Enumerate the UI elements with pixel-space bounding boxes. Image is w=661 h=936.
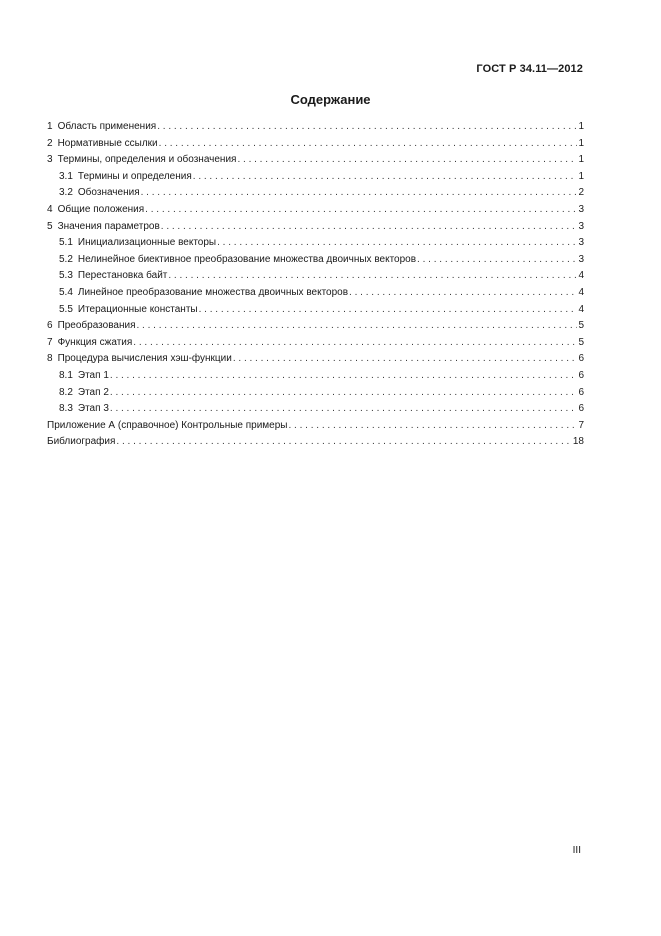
toc-leader-dots (289, 418, 578, 435)
toc-entry-label: Этап 1 (77, 369, 109, 381)
toc-entry-label: Обозначения (77, 187, 140, 199)
toc-entry[interactable] (47, 285, 584, 302)
toc-entry-page: 18 (572, 436, 584, 448)
toc-leader-dots (168, 268, 577, 285)
toc-leader-dots (193, 169, 578, 186)
toc-entry[interactable] (47, 351, 584, 368)
toc-entry-label: Функция сжатия (57, 336, 133, 348)
toc-entry-number: 5 (47, 220, 53, 232)
toc-entry-number: 6 (47, 320, 53, 332)
toc-entry-number: 3.1 (59, 170, 73, 182)
toc-entry[interactable] (47, 119, 584, 136)
toc-entry-label: Итерационные константы (77, 303, 198, 315)
toc-entry-page: 1 (578, 137, 584, 149)
toc-entry-page: 2 (578, 187, 584, 199)
toc-entry[interactable] (47, 318, 584, 335)
toc-entry[interactable] (47, 335, 584, 352)
toc-entry-number: 8.3 (59, 403, 73, 415)
toc-entry-label: Область применения (57, 121, 157, 132)
toc-leader-dots (110, 385, 578, 402)
toc-entry-page: 4 (578, 303, 584, 315)
toc-entry-page: 3 (578, 253, 584, 265)
toc-entry-label: Этап 2 (77, 386, 109, 398)
toc-entry-page: 3 (578, 237, 584, 249)
toc-leader-dots (141, 185, 578, 202)
toc-leader-dots (157, 119, 577, 136)
toc-entry[interactable] (47, 252, 584, 269)
toc-entry-number: 3 (47, 154, 53, 166)
toc-leader-dots (116, 434, 571, 451)
toc-entry-label: Нелинейное биективное преобразование множества двоичных векторов (77, 253, 417, 265)
toc-entry-page: 3 (578, 220, 584, 232)
toc-leader-dots (199, 302, 578, 319)
toc-entry[interactable] (47, 152, 584, 169)
toc-entry-label: Процедура вычисления хэш-функции (57, 353, 232, 365)
toc-entry[interactable] (47, 418, 584, 435)
toc-entry-label: Нормативные ссылки (57, 137, 158, 149)
toc-entry[interactable] (47, 385, 584, 402)
toc-leader-dots (159, 136, 578, 153)
toc-title: Содержание (290, 92, 371, 107)
toc-entry-number: 1 (47, 121, 53, 132)
toc-entry-label: Перестановка байт (77, 270, 168, 282)
toc-entry-label: Значения параметров (57, 220, 160, 232)
toc-leader-dots (110, 401, 578, 418)
toc-leader-dots (349, 285, 577, 302)
toc-entry-number: 5.1 (59, 237, 73, 249)
toc-entry-number: 5.2 (59, 253, 73, 265)
toc-entry-number: 8.2 (59, 386, 73, 398)
toc-entry-number: 5.4 (59, 286, 73, 298)
toc-leader-dots (137, 318, 578, 335)
toc-entry-page: 6 (578, 403, 584, 415)
toc-entry-label: Преобразования (57, 320, 136, 332)
toc-entry-number: 8.1 (59, 369, 73, 381)
toc-entry[interactable] (47, 202, 584, 219)
toc-entry[interactable] (47, 368, 584, 385)
toc-leader-dots (233, 351, 578, 368)
table-of-contents (47, 119, 584, 451)
toc-entry-page: 7 (578, 419, 584, 431)
toc-entry-number: 2 (47, 137, 53, 149)
toc-entry-number: 4 (47, 203, 53, 215)
toc-entry[interactable] (47, 219, 584, 236)
toc-entry[interactable] (47, 434, 584, 451)
toc-entry-page: 6 (578, 353, 584, 365)
toc-entry-page: 3 (578, 203, 584, 215)
toc-entry[interactable] (47, 169, 584, 186)
toc-entry-label: Термины и определения (77, 170, 192, 182)
toc-leader-dots (110, 368, 578, 385)
toc-entry-label: Термины, определения и обозначения (57, 154, 237, 166)
toc-entry-page: 5 (578, 336, 584, 348)
toc-entry-page: 4 (578, 286, 584, 298)
toc-entry-page: 1 (578, 154, 584, 166)
toc-entry-label: Инициализационные векторы (77, 237, 217, 249)
page-number: III (572, 845, 581, 856)
toc-entry-page: 1 (578, 170, 584, 182)
toc-leader-dots (145, 202, 577, 219)
toc-entry-page: 1 (578, 121, 584, 132)
toc-leader-dots (161, 219, 578, 236)
toc-entry[interactable] (47, 401, 584, 418)
toc-leader-dots (133, 335, 577, 352)
toc-entry-page: 4 (578, 270, 584, 282)
toc-entry-number: 8 (47, 353, 53, 365)
toc-entry-page: 6 (578, 369, 584, 381)
toc-leader-dots (217, 235, 577, 252)
toc-entry-number: 5.5 (59, 303, 73, 315)
toc-entry-label: Этап 3 (77, 403, 109, 415)
toc-entry-number: 7 (47, 336, 53, 348)
toc-entry[interactable] (47, 302, 584, 319)
toc-leader-dots (237, 152, 577, 169)
toc-entry-page: 6 (578, 386, 584, 398)
document-code: ГОСТ Р 34.11—2012 (476, 63, 583, 75)
toc-entry-number: 3.2 (59, 187, 73, 199)
toc-entry[interactable] (47, 235, 584, 252)
toc-entry-number: 5.3 (59, 270, 73, 282)
toc-entry-label: Приложение А (справочное) Контрольные примеры (47, 419, 288, 431)
toc-leader-dots (417, 252, 577, 269)
toc-entry[interactable] (47, 185, 584, 202)
toc-entry-label: Библиография (47, 436, 116, 448)
toc-entry[interactable] (47, 268, 584, 285)
toc-entry-page: 5 (578, 320, 584, 332)
toc-entry-label: Линейное преобразование множества двоичных векторов (77, 286, 349, 298)
toc-entry[interactable] (47, 136, 584, 153)
toc-entry-label: Общие положения (57, 203, 145, 215)
